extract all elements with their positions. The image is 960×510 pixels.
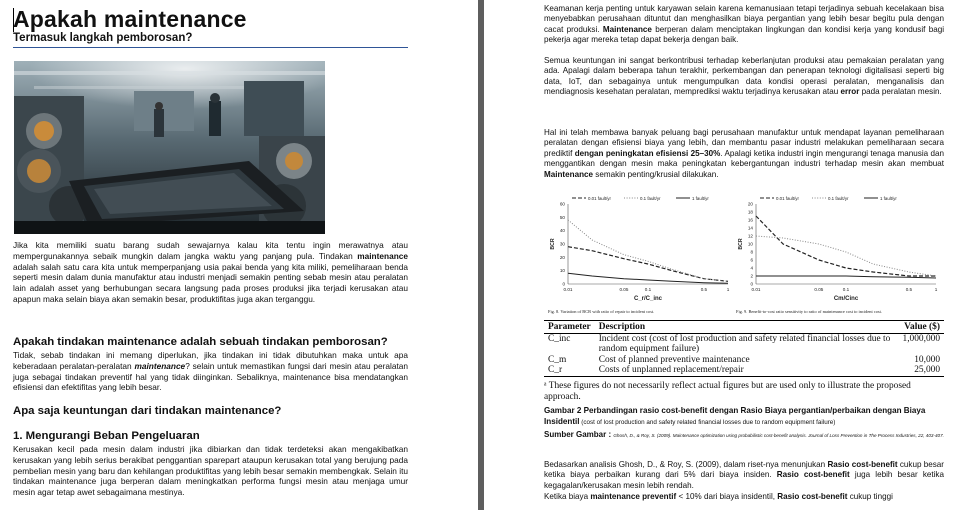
x-tick-label: 0.1: [842, 287, 850, 292]
figure-source[interactable]: Sumber Gambar : Ghosh, D., & Roy, S. (2009). Maintenance optimization using probabilistic cost-benefit analysis. Journal of Loss Prevention in The Process Industries, 22, 403-407.: [544, 430, 944, 439]
y-tick-label: 18: [747, 209, 753, 215]
figure-2-caption[interactable]: Gambar 2 Perbandingan rasio cost-benefit dengan Rasio Biaya pergantian/perbaikan dengan Biaya Insidentil (cost of lost production and safety related financial losses due to random equipment failure): [544, 406, 926, 426]
y-tick-label: 10: [559, 268, 565, 274]
series-line: [756, 236, 936, 276]
legend-label: 1 fault/yr: [880, 196, 897, 201]
y-tick-label: 60: [559, 201, 565, 207]
table-cell-desc: Cost of planned preventive maintenance: [598, 354, 750, 365]
table-cell-param: C_r: [544, 365, 595, 376]
table-row: [544, 334, 944, 355]
page-subtitle[interactable]: Termasuk langkah pemborosan?: [13, 32, 193, 44]
table-header-value: Value ($): [899, 321, 945, 334]
y-tick-label: 20: [747, 201, 753, 207]
y-tick-label: 8: [750, 249, 753, 255]
predictive-paragraph[interactable]: Hal ini telah membawa banyak peluang bagi perusahaan manufaktur untuk mendapat layanan pemeliharaan peralatan dengan efisiensi biaya yang lebih, dan membantu pasar industri melakukan pemeliharaan secara prediktif dengan peningkatan efisiensi 25–30%. Apalagi ketika industri ingin mengurangi tenaga manusia dan menggantikan dengan mesin maka peningkatan kebergantungan industri terhadap mesin akan membuat Maintenance semakin penting/krusial dilakukan.: [544, 128, 945, 179]
table-cell-desc: Incident cost (cost of lost production and safety related financial losses due to random equipment failure): [598, 334, 891, 355]
table-row: [544, 365, 944, 376]
series-line: [756, 216, 936, 276]
legend-label: 0.1 fault/yr: [828, 196, 849, 201]
table-cell-value: 1,000,000: [902, 334, 940, 344]
table-row: [544, 355, 944, 365]
figure-caption: Fig. 9. Benefit-to-cost ratio sensitivity to ratio of maintenance cost to incident cost.: [736, 309, 882, 314]
x-tick-label: 1: [934, 287, 938, 292]
cost-paragraph[interactable]: Kerusakan kecil pada mesin dalam industri jika dibiarkan dan tidak terdeteksi akan mengakibatkan kerusakan yang lebih serius berakibat penggantian sparepart ataupun kerusakan total yang berujung pada pembelian mesin yang baru dan kehilangan produktifitas yang lebih besar semakin membengkak. Selain itu tindakan maintenance juga berperan dalam meningkatkan performa fungsi mesin atau menjaga umur mesin agar tetap awet sebagaimana mestinya.: [13, 444, 408, 498]
figure-caption: Fig. 8. Variation of BCR with ratio of repair to incident cost.: [548, 309, 655, 314]
y-tick-label: 0: [750, 281, 753, 287]
y-tick-label: 14: [747, 225, 753, 231]
document-page-2: [484, 0, 960, 510]
table-cell-param: C_m: [548, 354, 567, 365]
heading-benefits[interactable]: Apa saja keuntungan dari tindakan maintenance?: [13, 405, 282, 417]
table-footnote: ᵃ These figures do not necessarily reflect actual figures but are used only to illustrate the proposed approach.: [544, 381, 911, 402]
table-cell-desc: Costs of unplanned replacement/repair: [595, 365, 899, 376]
ghosh-analysis-paragraph[interactable]: Bedasarkan analisis Ghosh, D., & Roy, S. (2009), dalam riset-nya menunjukan Rasio cost-benefit cukup besar ketika biaya perbaikan kurang dari 5% dari biaya insiden. Rasio cost-benefit juga lebih besar ketika kegagalan/kerusakan mesin lebih rendah.: [544, 460, 944, 490]
table-cell-param: C_inc: [548, 334, 571, 344]
x-tick-label: 0.05: [814, 287, 824, 292]
x-axis-label: C_r/C_inc: [633, 296, 663, 302]
x-tick-label: 0.5: [700, 287, 708, 292]
waste-paragraph[interactable]: Tidak, sebab tindakan ini memang diperlukan, jika tindakan ini tidak dibutuhkan maka untuk apa keberadaan peralatan-peralatan maintenance? selain untuk memastikan fungsi dari mesin atau peralatan juga sebagai tindakan preventif hal yang tidak diinginkan. Sebaliknya, maintenance bisa mendatangkan efisiensi dan efektifitas yang lebih besar.: [13, 350, 408, 393]
y-tick-label: 20: [559, 254, 565, 260]
bcr-repair-chart: [542, 192, 742, 317]
y-tick-label: 16: [747, 217, 753, 223]
y-axis-label: BCR: [550, 238, 556, 250]
y-tick-label: 50: [559, 214, 565, 220]
page-title[interactable]: Apakah maintenance: [13, 6, 247, 32]
y-axis-label: BCR: [738, 238, 744, 250]
table-header-parameter: Parameter: [544, 321, 595, 334]
title-underline: [13, 47, 408, 48]
factory-photo[interactable]: [14, 61, 325, 234]
safety-paragraph[interactable]: Keamanan kerja penting untuk karyawan selain karena kemanusiaan tetapi terjadinya sebuah kecelakaan bisa menyebabkan perusahaan dituntut dan menghasilkan biaya pergantian yang lebih besar begitu pula dengan cacat produksi. Maintenance berperan dalam menciptakan lingkungan dan kondisi kerja yang kondusif bagi pekerja agar mereka tetap dapat bekerja dengan baik.: [544, 4, 945, 45]
legend-label: 0.1 fault/yr: [640, 196, 661, 201]
x-tick-label: 1: [726, 287, 730, 292]
preventive-paragraph[interactable]: Ketika biaya maintenance preventif < 10% dari biaya insidentil, Rasio cost-benefit cukup tinggi: [544, 492, 893, 501]
legend-label: 1 fault/yr: [692, 196, 709, 201]
heading-reduce-cost[interactable]: 1. Mengurangi Beban Pengeluaran: [13, 430, 200, 442]
table-header-description: Description: [595, 321, 899, 334]
x-tick-label: 0.01: [563, 287, 573, 292]
x-tick-label: 0.5: [905, 287, 913, 292]
parameter-table: [544, 320, 944, 377]
x-tick-label: 0.1: [644, 287, 652, 292]
y-tick-label: 10: [747, 241, 753, 247]
document-page-1: [0, 0, 478, 510]
bcr-maintenance-chart: [734, 192, 944, 317]
y-tick-label: 2: [750, 273, 753, 279]
y-tick-label: 0: [562, 281, 565, 287]
heading-waste[interactable]: Apakah tindakan maintenance adalah sebuah tindakan pemborosan?: [13, 336, 388, 348]
legend-label: 0.01 fault/yr: [588, 196, 611, 201]
x-axis-label: Cm/Cinc: [833, 296, 859, 302]
x-tick-label: 0.05: [619, 287, 629, 292]
table-cell-value: 10,000: [914, 354, 940, 365]
x-tick-label: 0.01: [751, 287, 761, 292]
y-tick-label: 30: [559, 241, 565, 247]
y-tick-label: 4: [750, 265, 753, 271]
digitalization-paragraph[interactable]: Semua keuntungan ini sangat berkontribusi terhadap keberlanjutan produksi atau pemakaian peralatan yang ada. Apalagi dalam beberapa tahun terakhir, perkembangan dan penerapan teknologi digitalisasi seperti big data, IoT, dan sebagainya untuk mengumpulkan data kondisi operasi peralatan, menganalisis dan mendiagnosis kesehatan peralatan, memprediksi waktu terjadinya kerusakan atau error pada peralatan mesin.: [544, 56, 944, 97]
legend-label: 0.01 fault/yr: [776, 196, 799, 201]
y-tick-label: 6: [750, 257, 753, 263]
y-tick-label: 40: [559, 228, 565, 234]
intro-paragraph[interactable]: Jika kita memiliki suatu barang sudah sewajarnya kalau kita tentu ingin merawatnya atau mempergunakannya sebaik mungkin dalam jangka waktu yang panjang pula. Tindakan maintenance adalah salah satu cara kita untuk memperpanjang usia pakai benda yang kita miliki, pemeliharaan benda seperti mesin dalam dunia manufaktur atau industri menjadi semakin penting sebab mesin atau peralatan lain adalah asset yang berhubungan secara langsung pada proses produksi jika terjadi kerusakan atau apapun maka selain biaya akan semakin besar, produktifitas juga akan terganggu.: [13, 240, 408, 304]
table-cell-value: 25,000: [899, 365, 945, 376]
y-tick-label: 12: [747, 233, 753, 239]
